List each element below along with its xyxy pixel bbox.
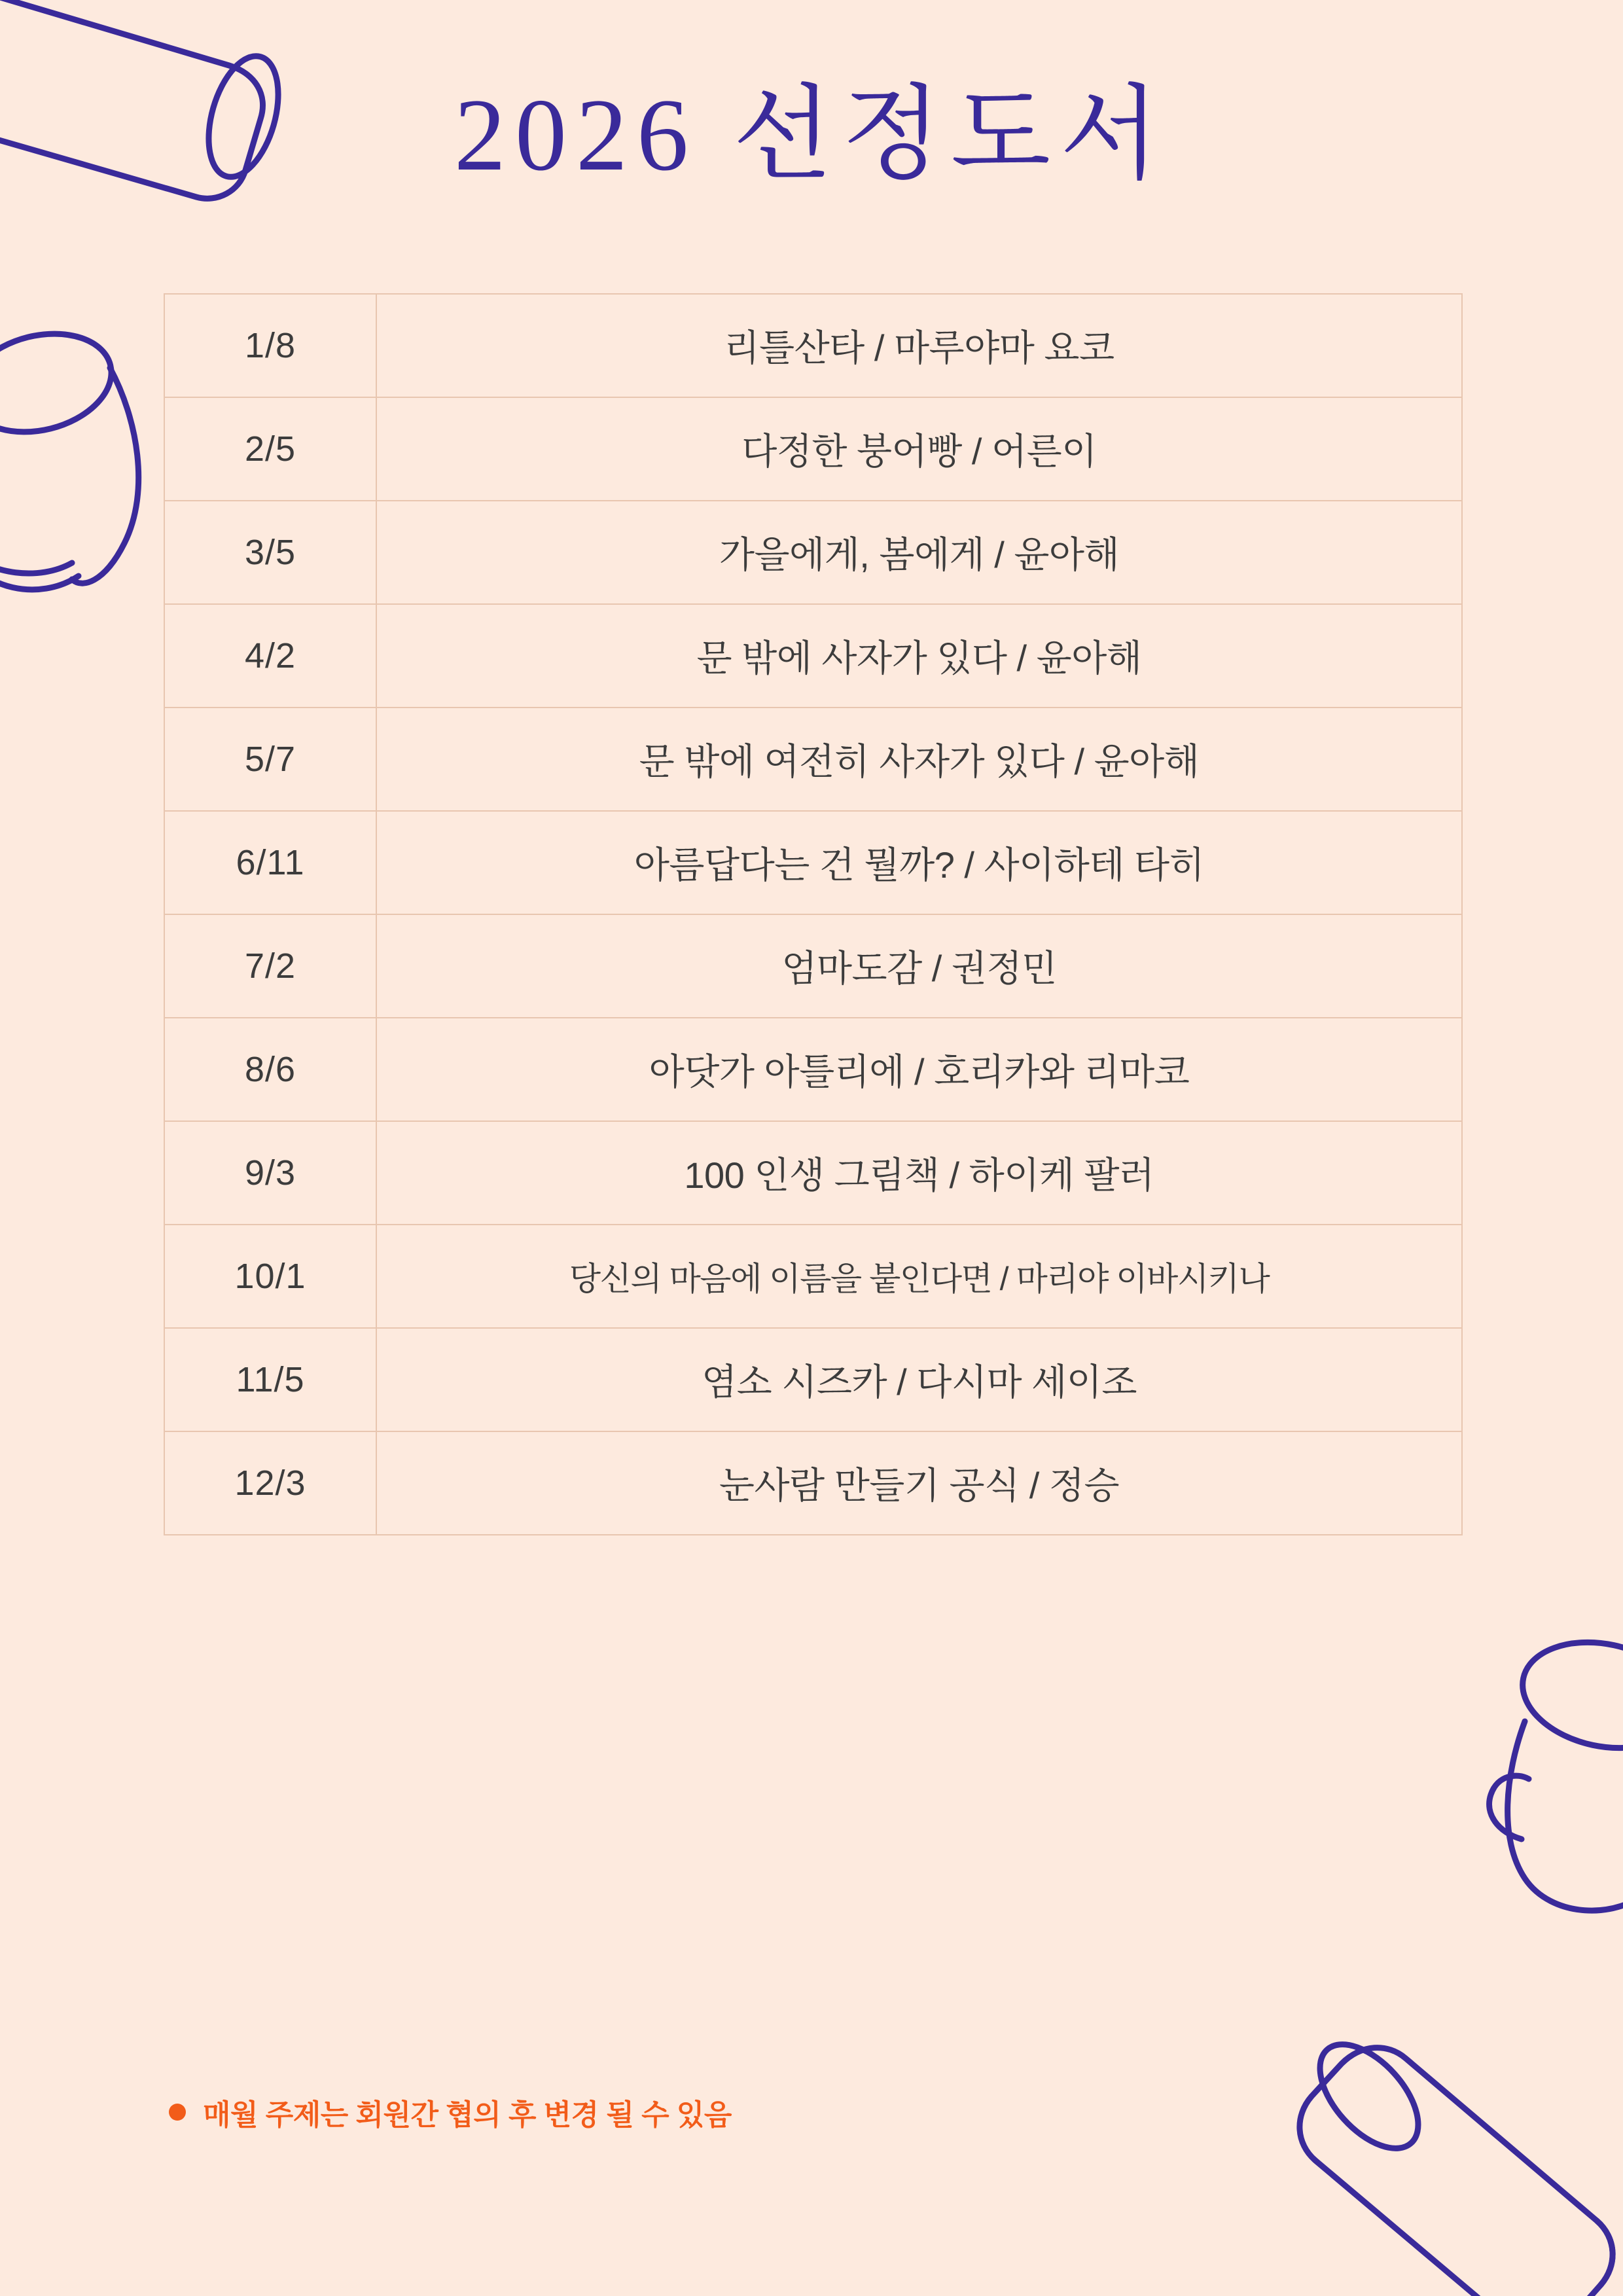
- row-date: 12/3: [164, 1431, 376, 1535]
- row-entry: 가을에게, 봄에게 / 윤아해: [376, 501, 1462, 604]
- schedule-table-wrapper: [164, 293, 1463, 1535]
- row-entry: 리틀산타 / 마루야마 요코: [376, 294, 1462, 397]
- cup-doodle-bottom-right-icon: [1230, 2024, 1623, 2296]
- footnote-text: 매월 주제는 회원간 협의 후 변경 될 수 있음: [203, 2099, 732, 2131]
- row-date: 6/11: [164, 811, 376, 914]
- row-date: 3/5: [164, 501, 376, 604]
- table-row: [164, 1328, 1462, 1431]
- row-date: 1/8: [164, 294, 376, 397]
- row-date: 11/5: [164, 1328, 376, 1431]
- row-date: 5/7: [164, 708, 376, 811]
- schedule-table: [164, 293, 1463, 1535]
- footnote: [169, 2091, 732, 2133]
- cup-doodle-middle-right-icon: [1407, 1623, 1623, 1941]
- row-entry: 다정한 붕어빵 / 어른이: [376, 397, 1462, 501]
- row-entry: 아름답다는 건 뭘까? / 사이하테 타히: [376, 811, 1462, 914]
- page-title: 2026 선정도서: [454, 78, 1169, 192]
- row-entry: 아닷가 아틀리에 / 호리카와 리마코: [376, 1018, 1462, 1121]
- row-date: 4/2: [164, 604, 376, 708]
- row-date: 7/2: [164, 914, 376, 1018]
- table-row: [164, 708, 1462, 811]
- row-entry: 당신의 마음에 이름을 붙인다면 / 마리야 이바시키나: [376, 1225, 1462, 1328]
- row-date: 9/3: [164, 1121, 376, 1225]
- row-entry: 엄마도감 / 권정민: [376, 914, 1462, 1018]
- row-date: 10/1: [164, 1225, 376, 1328]
- table-row: [164, 1225, 1462, 1328]
- row-date: 2/5: [164, 397, 376, 501]
- row-date: 8/6: [164, 1018, 376, 1121]
- table-row: [164, 1431, 1462, 1535]
- row-entry: 염소 시즈카 / 다시마 세이조: [376, 1328, 1462, 1431]
- table-row: [164, 914, 1462, 1018]
- table-row: [164, 1018, 1462, 1121]
- row-entry: 문 밖에 여전히 사자가 있다 / 윤아해: [376, 708, 1462, 811]
- row-entry: 문 밖에 사자가 있다 / 윤아해: [376, 604, 1462, 708]
- row-entry: 100 인생 그림책 / 하이케 팔러: [376, 1121, 1462, 1225]
- table-row: [164, 811, 1462, 914]
- table-row: [164, 1121, 1462, 1225]
- table-row: [164, 501, 1462, 604]
- bullet-icon: [169, 2104, 186, 2121]
- table-row: [164, 397, 1462, 501]
- table-row: [164, 294, 1462, 397]
- row-entry: 눈사람 만들기 공식 / 정승: [376, 1431, 1462, 1535]
- table-row: [164, 604, 1462, 708]
